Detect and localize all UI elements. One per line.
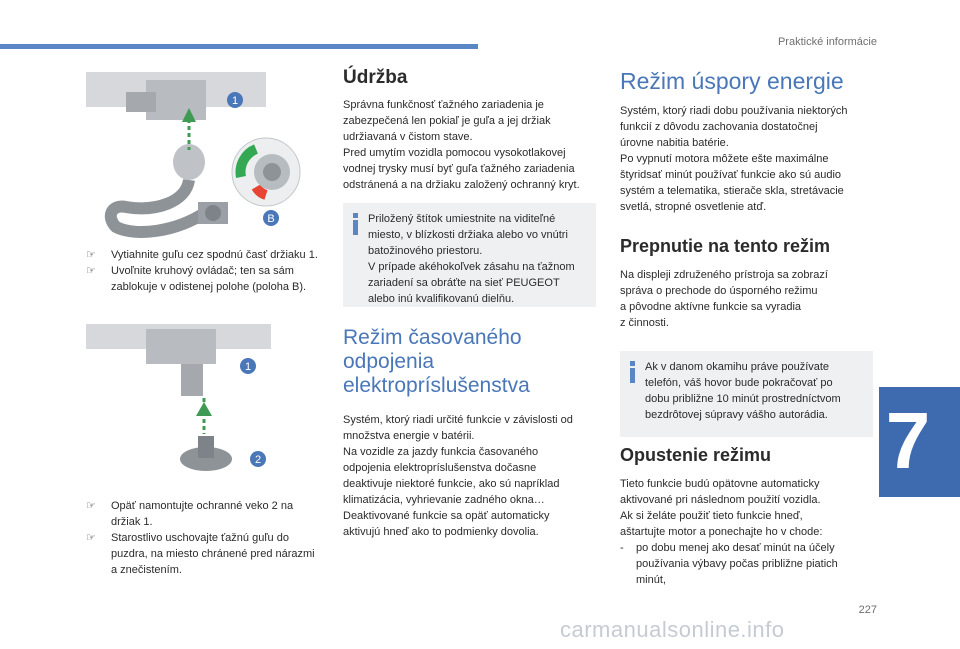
info-icon [630, 361, 635, 383]
protective-cap-figure [86, 324, 316, 489]
callout-b: B [267, 213, 275, 225]
exit-mode-title: Opustenie režimu [620, 445, 772, 465]
chapter-tab [879, 387, 960, 497]
callout-1: 1 [244, 361, 252, 373]
switching-title: Prepnutie na tento režim [620, 236, 831, 256]
running-header: Praktické informácie [777, 36, 877, 48]
bullet-mark: ☞ [86, 249, 96, 261]
bullet-mark: ☞ [86, 265, 96, 277]
switching-text: Na displeji združeného prístroja sa zobrazí správa o prechode do úsporného režimu a pôvodne aktívne funkcie sa vyradia z činnosti. [620, 269, 828, 329]
switching-section [620, 236, 880, 331]
phone-info-note: Ak v danom okamihu práve používate telefón, váš hovor bude pokračovať po dobu približne 10 minút prostredníctvom bezdrôtovej súpravy vášho autorádia. [620, 351, 873, 437]
removal-steps [86, 247, 318, 295]
exit-mode-text: Tieto funkcie budú opätovne automaticky aktivované pri následnom použití vozidla. Ak si želáte použiť tieto funkcie hneď, aštartujte motor a ponechajte ho v chode: [620, 478, 823, 538]
bullet-item: ☞ Uvoľnite kruhový ovládač; ten sa sám zablokuje v odistenej polohe (poloha B). [86, 265, 307, 293]
exit-mode-section [620, 445, 880, 588]
info-icon [353, 213, 358, 235]
callout-1: 1 [231, 95, 239, 107]
energy-economy-title: Režim úspory energie [620, 68, 844, 94]
storage-steps [86, 498, 318, 578]
bullet-item: ☞ Starostlivo uschovajte ťažnú guľu do puzdra, na miesto chránené pred nárazmi a znečistením. [86, 532, 315, 576]
maintenance-info-note: Priložený štítok umiestnite na viditeľné miesto, v blízkosti držiaka alebo vo vnútri batožinového priestoru. V prípade akéhokoľvek zásahu na ťažnom zariadení sa obráťte na sieť PEUGEOT alebo inú kvalifikovanú dielňu. [343, 203, 596, 307]
bullet-item: ☞ Vytiahnite guľu cez spodnú časť držiaku 1. [86, 249, 318, 261]
bullet-item: ☞ Opäť namontujte ochranné veko 2 na držiak 1. [86, 500, 294, 528]
energy-economy-section [620, 67, 880, 215]
header-accent-bar [0, 44, 478, 49]
tow-ball-removal-figure [86, 72, 316, 242]
callout-2: 2 [254, 454, 262, 466]
load-shedding-title: Režim časovaného odpojenia elektropríslušenstva [343, 326, 530, 397]
chapter-number: 7 [885, 396, 931, 485]
load-shedding-text: Systém, ktorý riadi určité funkcie v závislosti od množstva energie v batérii. Na vozidle za jazdy funkcia časovaného odpojenia elektropríslušenstva dočasne deaktivuje niektoré funkcie, ako sú napríklad klimatizácia, vyhrievanie zadného okna… Deaktivované funkcie sa opäť automaticky aktivujú hneď ako to podmienky dovolia. [343, 414, 573, 538]
exit-mode-list [620, 540, 880, 588]
list-item: - po dobu menej ako desať minút na účely používania výbavy počas približne piatich minút, [620, 542, 838, 586]
maintenance-text: Správna funkčnosť ťažného zariadenia je zabezpečená len pokiaľ je guľa a jej držiak udržiavaná v čistom stave. Pred umytím vozidla pomocou vysokotlakovej vodnej trysky musí byť guľa ťažného zariadenia odstránená a na držiaku založený ochranný kryt. [343, 99, 580, 191]
energy-economy-text: Systém, ktorý riadi dobu používania niektorých funkcií z dôvodu zachovania dostatočnej úrovne nabitia batérie. Po vypnutí motora môžete ešte maximálne štyridsať minút používať funkcie ako sú audio systém a telematika, stierače skla, stretávacie svetlá, stropné osvetlenie atď. [620, 105, 848, 213]
bullet-mark: ☞ [86, 532, 96, 544]
maintenance-section [343, 67, 603, 193]
bullet-mark: ☞ [86, 500, 96, 512]
load-shedding-section [343, 326, 603, 540]
page-number: 227 [858, 604, 877, 616]
maintenance-title: Údržba [343, 67, 408, 88]
watermark: carmanualsonline.info [560, 617, 785, 642]
